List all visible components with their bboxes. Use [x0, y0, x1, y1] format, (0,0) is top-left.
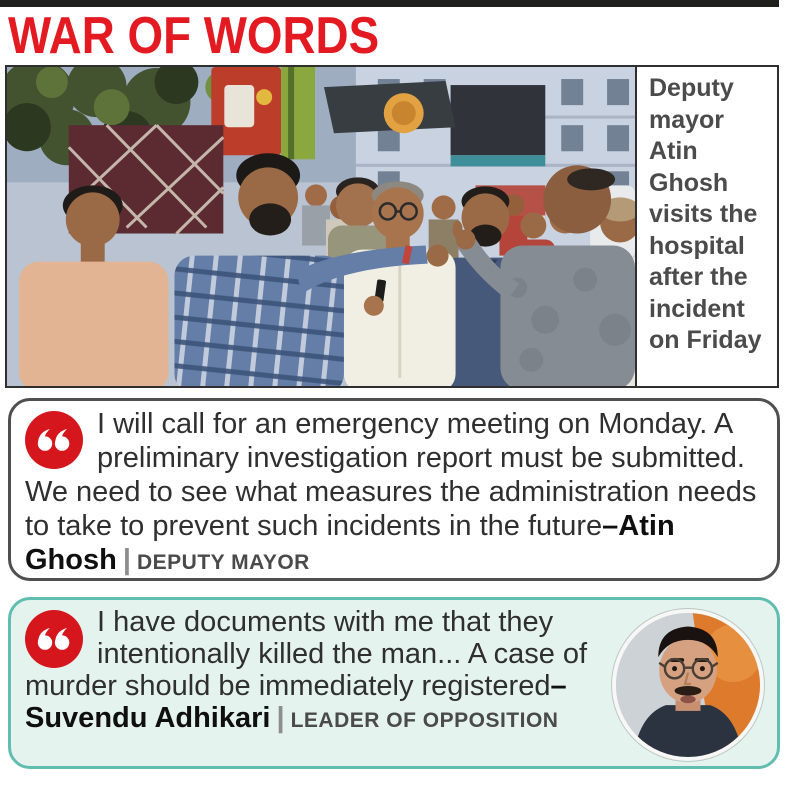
quote-body: I have documents with me that they intentionally killed the man... A case of murder should be immediately registered	[25, 606, 588, 702]
suvendu-adhikari-portrait	[612, 609, 764, 761]
headline: WAR OF WORDS	[8, 7, 380, 65]
news-photo	[5, 65, 637, 388]
quote-text	[25, 407, 761, 580]
quote-icon	[25, 610, 83, 668]
crowd-scene-illustration	[7, 67, 635, 386]
separator: |	[276, 702, 285, 734]
quote-author: –Atin Ghosh	[25, 510, 675, 576]
media-row	[5, 65, 779, 388]
separator: |	[122, 544, 131, 576]
quote-role: LEADER OF OPPOSITION	[290, 709, 559, 732]
portrait-illustration	[616, 613, 760, 757]
quote-author: –Suvendu Adhikari	[25, 670, 567, 734]
photo-caption: Deputy mayor Atin Ghosh visits the hospital after the incident on Friday	[635, 65, 779, 388]
quote-card-deputy-mayor	[8, 398, 780, 581]
quote-text	[25, 606, 637, 737]
quote-card-leader-of-opposition	[8, 597, 780, 769]
quote-body: I will call for an emergency meeting on Monday. A preliminary investigation report must be submitted. We need to see what measures the administration needs to take to prevent such incidents in the future	[25, 408, 757, 542]
quote-icon	[25, 411, 83, 469]
quote-role: DEPUTY MAYOR	[136, 551, 310, 574]
